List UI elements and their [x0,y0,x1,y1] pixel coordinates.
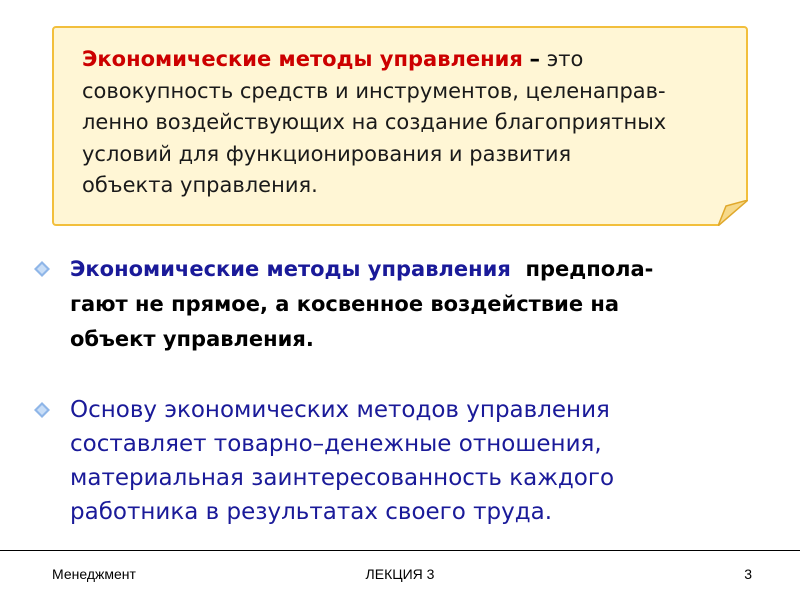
definition-text [82,44,732,202]
bullet-line: объект управления. [70,327,314,351]
definition-note [52,26,748,226]
diamond-bullet-icon [34,261,50,277]
diamond-bullet-icon [34,402,50,418]
bullet-line: материальная заинтересованность каждого [70,465,615,491]
footer-lecture: ЛЕКЦИЯ 3 [365,566,435,582]
definition-line: объекта управления. [82,173,318,197]
page-fold-icon [718,200,748,226]
definition-term: Экономические методы управления [82,47,523,71]
bullet-list [30,252,770,529]
bullet-item [30,393,770,529]
footer-divider [0,550,800,551]
bullet-item [30,252,770,357]
definition-line: условий для функционирования и развития [82,141,572,166]
footer-course: Менеджмент [52,566,136,582]
footer-page-number: 3 [744,566,752,582]
bullet-term: Экономические методы управления [70,257,511,281]
definition-line: совокупность средств и инструментов, целенаправ- [82,78,666,103]
bullet-line: Основу экономических методов управления [70,397,610,423]
bullet-line: гают не прямое, а косвенное воздействие на [70,292,620,316]
bullet-line: предпола- [525,257,654,281]
definition-line: ленно воздействующих на создание благоприятных [82,110,667,134]
definition-dash: – [529,47,541,71]
definition-line: это [546,47,584,71]
bullet-line: работника в результатах своего труда. [70,499,553,525]
bullet-line: составляет товарно–денежные отношения, [70,431,602,457]
